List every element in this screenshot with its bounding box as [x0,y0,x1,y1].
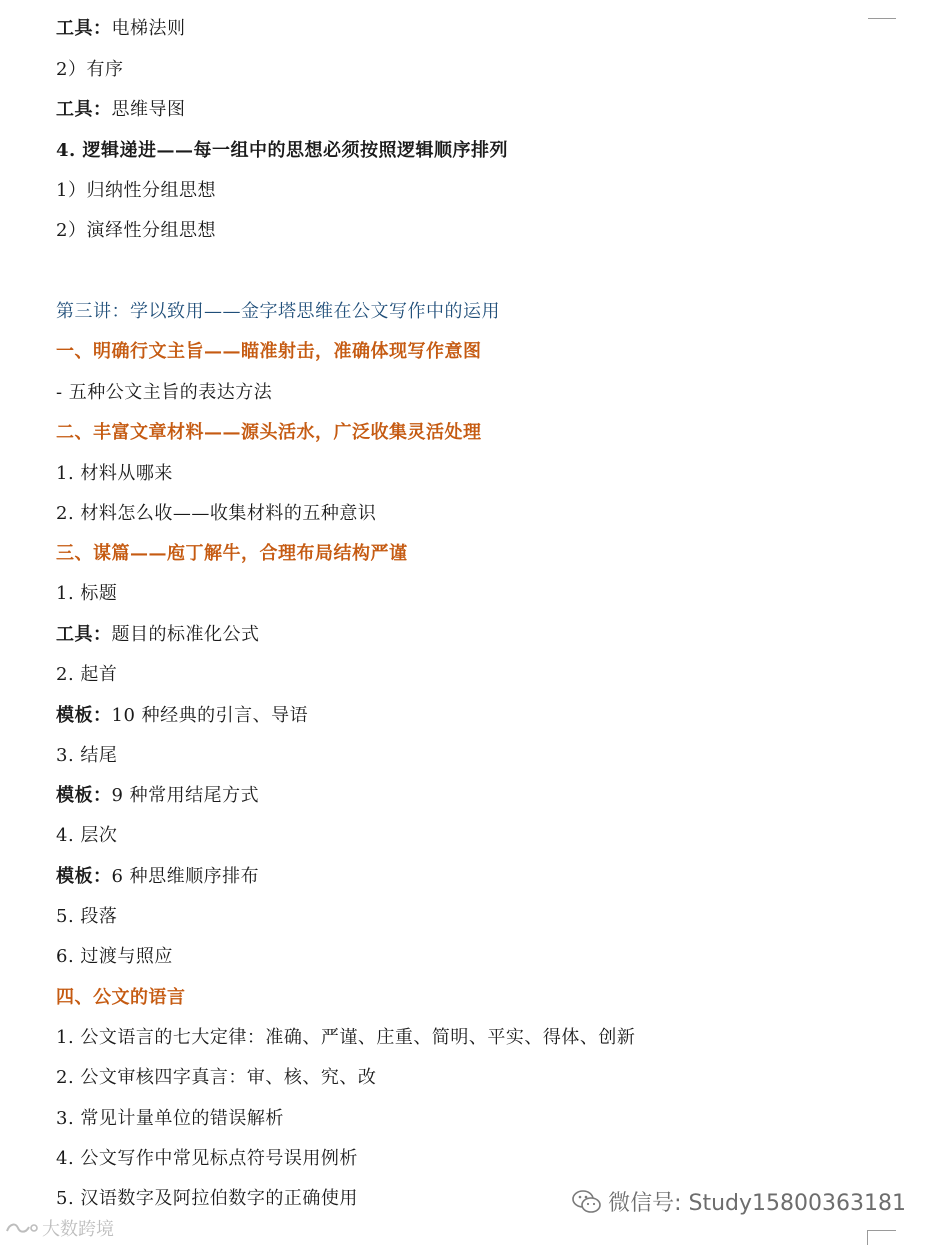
tool-line-title-formula: 工具：题目的标准化公式 [56,624,260,645]
item-levels: 4. 层次 [56,825,118,846]
tool-label: 工具： [56,624,112,645]
brand-watermark [4,1215,114,1241]
item-review-four-words: 2. 公文审核四字真言：审、核、究、改 [56,1067,377,1088]
watermark-text: 微信号: Study15800363181 [608,1191,906,1216]
item-opening: 2. 起首 [56,664,118,685]
item-ordered: 2）有序 [56,59,124,80]
item-deductive-grouping: 2）演绎性分组思想 [56,220,216,241]
template-line-endings: 模板：9 种常用结尾方式 [56,785,260,806]
item-measurement-units: 3. 常见计量单位的错误解析 [56,1108,284,1129]
tool-label: 工具： [56,18,112,39]
heading-four-language: 四、公文的语言 [56,987,186,1008]
brand-logo [4,1219,40,1237]
tool-line-mind-map: 工具：思维导图 [56,99,186,120]
template-label: 模板： [56,785,112,806]
wechat-icon [572,1189,602,1215]
template-label: 模板： [56,866,112,887]
brand-watermark-text: 大数跨境 [42,1219,114,1240]
item-seven-laws: 1. 公文语言的七大定律：准确、严谨、庄重、简明、平实、得体、创新 [56,1027,636,1048]
item-punctuation: 4. 公文写作中常见标点符号误用例析 [56,1148,358,1169]
template-line-thinking-order: 模板：6 种思维顺序排布 [56,866,260,887]
tool-label: 工具： [56,99,112,120]
item-paragraphs: 5. 段落 [56,906,118,927]
item-material-collection: 2. 材料怎么收——收集材料的五种意识 [56,503,377,524]
template-line-introductions: 模板：10 种经典的引言、导语 [56,705,309,726]
wechat-watermark [572,1186,906,1217]
lecture-three-heading: 第三讲：学以致用——金字塔思维在公文写作中的运用 [56,301,500,322]
item-title: 1. 标题 [56,583,118,604]
heading-two-materials: 二、丰富文章材料——源头活水，广泛收集灵活处理 [56,422,482,443]
heading-three-structure: 三、谋篇——庖丁解牛，合理布局结构严谨 [56,543,408,564]
item-material-source: 1. 材料从哪来 [56,463,173,484]
tool-line-elevator-rule: 工具：电梯法则 [56,18,186,39]
item-transition: 6. 过渡与照应 [56,946,173,967]
section-logic-progression: 4. 逻辑递进——每一组中的思想必须按照逻辑顺序排列 [56,140,509,161]
page-corner-mark-bottom-right [867,1230,896,1245]
template-label: 模板： [56,705,112,726]
item-five-theme-methods: - 五种公文主旨的表达方法 [56,382,273,403]
item-inductive-grouping: 1）归纳性分组思想 [56,180,216,201]
page-corner-mark-top-right [868,0,896,19]
item-ending: 3. 结尾 [56,745,118,766]
heading-one-main-theme: 一、明确行文主旨——瞄准射击，准确体现写作意图 [56,341,482,362]
item-numerals: 5. 汉语数字及阿拉伯数字的正确使用 [56,1188,358,1209]
